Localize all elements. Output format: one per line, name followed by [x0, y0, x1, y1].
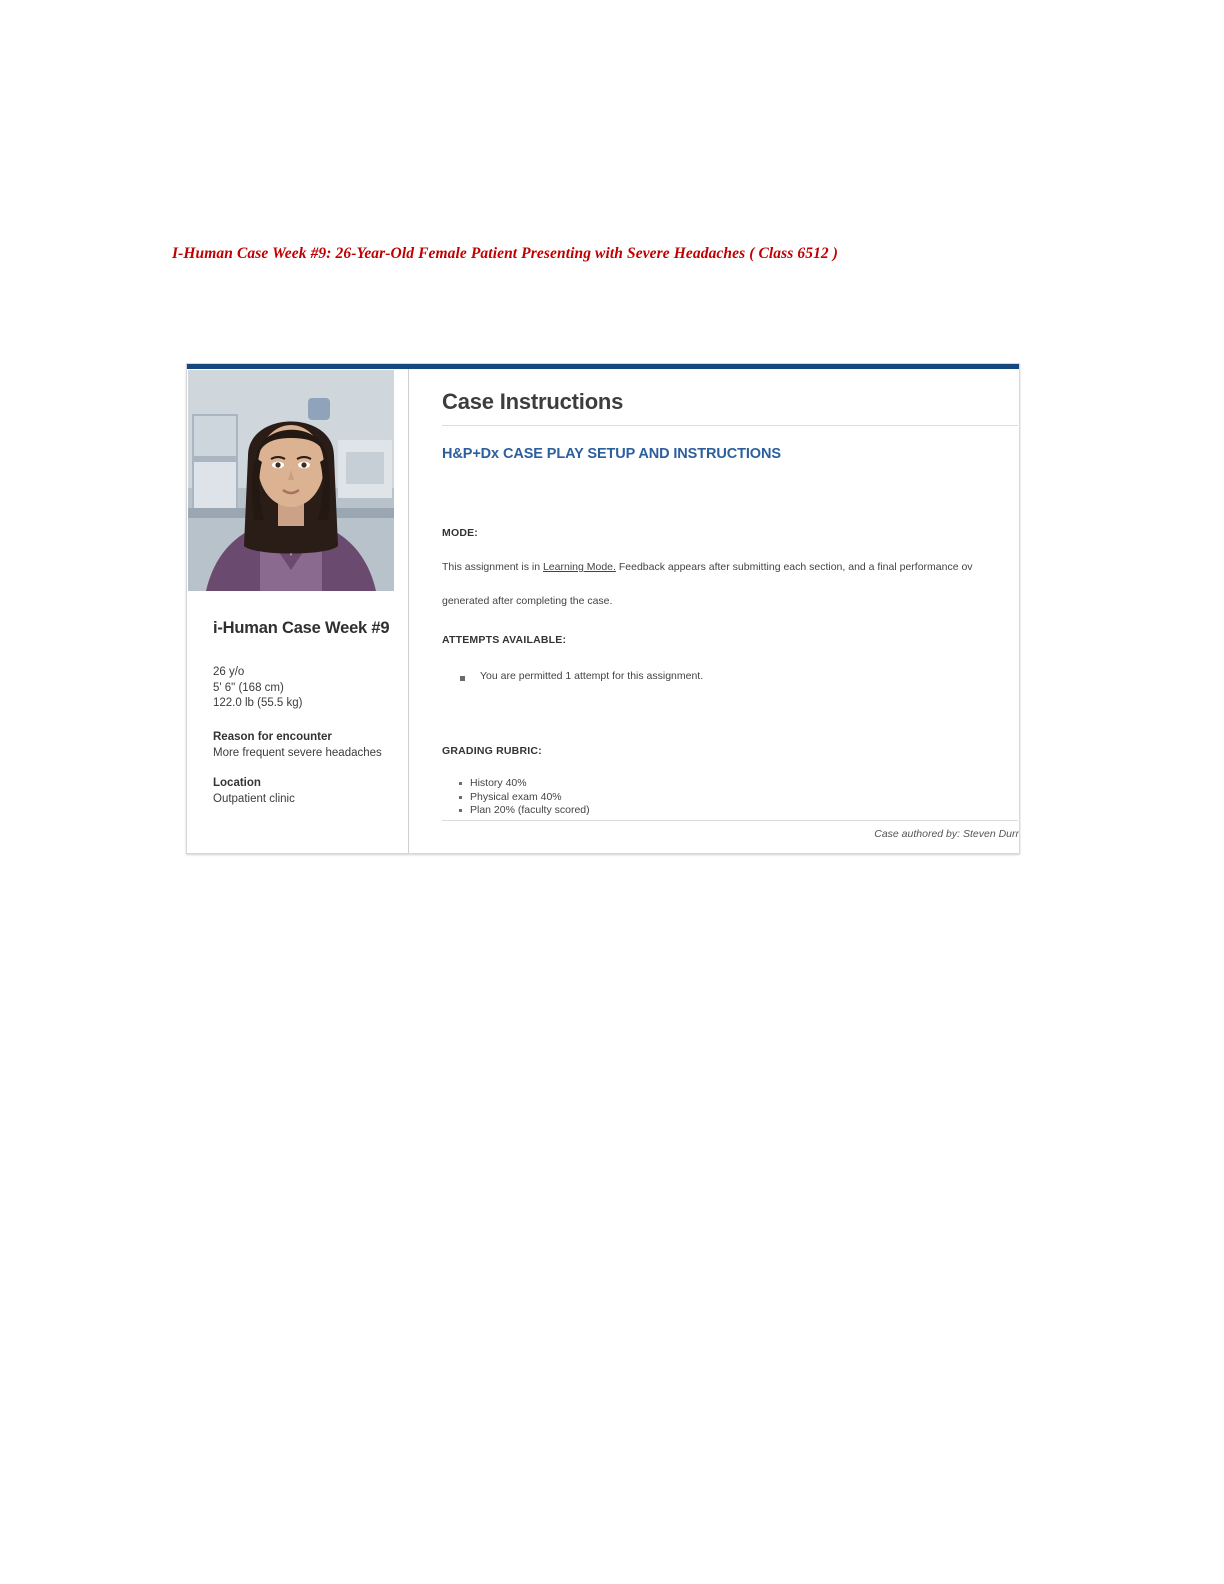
patient-name: i-Human Case Week #9 [213, 619, 390, 637]
case-instructions-heading: Case Instructions [442, 389, 624, 414]
case-setup-subheading: H&P+Dx CASE PLAY SETUP AND INSTRUCTIONS [442, 446, 781, 462]
patient-avatar [188, 370, 394, 591]
patient-weight: 122.0 lb (55.5 kg) [213, 697, 303, 709]
location-label: Location [213, 777, 261, 789]
patient-vitals [213, 665, 403, 712]
list-item: Physical exam 40% [470, 791, 590, 805]
case-author-credit: Case authored by: Steven Durr [874, 828, 1019, 840]
location-value: Outpatient clinic [213, 792, 295, 805]
mode-paragraph-line2: generated after completing the case. [442, 595, 613, 607]
patient-age: 26 y/o [213, 666, 245, 678]
reason-label: Reason for encounter [213, 731, 332, 743]
case-instructions-panel [410, 369, 1019, 853]
case-instructions-screenshot [186, 363, 1020, 854]
location-block [213, 776, 409, 807]
grading-rubric-list [452, 777, 590, 818]
reason-for-encounter [213, 730, 409, 761]
footer-divider [442, 820, 1018, 821]
list-item: Plan 20% (faculty scored) [470, 804, 590, 816]
mode-paragraph [442, 559, 1020, 576]
attempts-bullet-icon [460, 676, 465, 681]
mode-text-after: Feedback appears after submitting each section, and a final performance ov [615, 561, 973, 573]
grading-rubric-label: GRADING RUBRIC: [442, 745, 542, 757]
list-item: History 40% [470, 777, 590, 791]
reason-value: More frequent severe headaches [213, 746, 382, 759]
page-title: I-Human Case Week #9: 26-Year-Old Female Patient Presenting with Severe Headaches ( Class 6512 ) [172, 245, 839, 262]
mode-text-before: This assignment is in [442, 561, 543, 573]
heading-divider [442, 425, 1018, 426]
mode-label: MODE: [442, 527, 478, 539]
attempts-available-item: You are permitted 1 attempt for this assignment. [480, 670, 704, 682]
patient-summary-panel [187, 369, 409, 853]
attempts-available-label: ATTEMPTS AVAILABLE: [442, 634, 567, 646]
patient-height: 5' 6" (168 cm) [213, 681, 284, 694]
learning-mode-link[interactable]: Learning Mode. [542, 561, 616, 573]
